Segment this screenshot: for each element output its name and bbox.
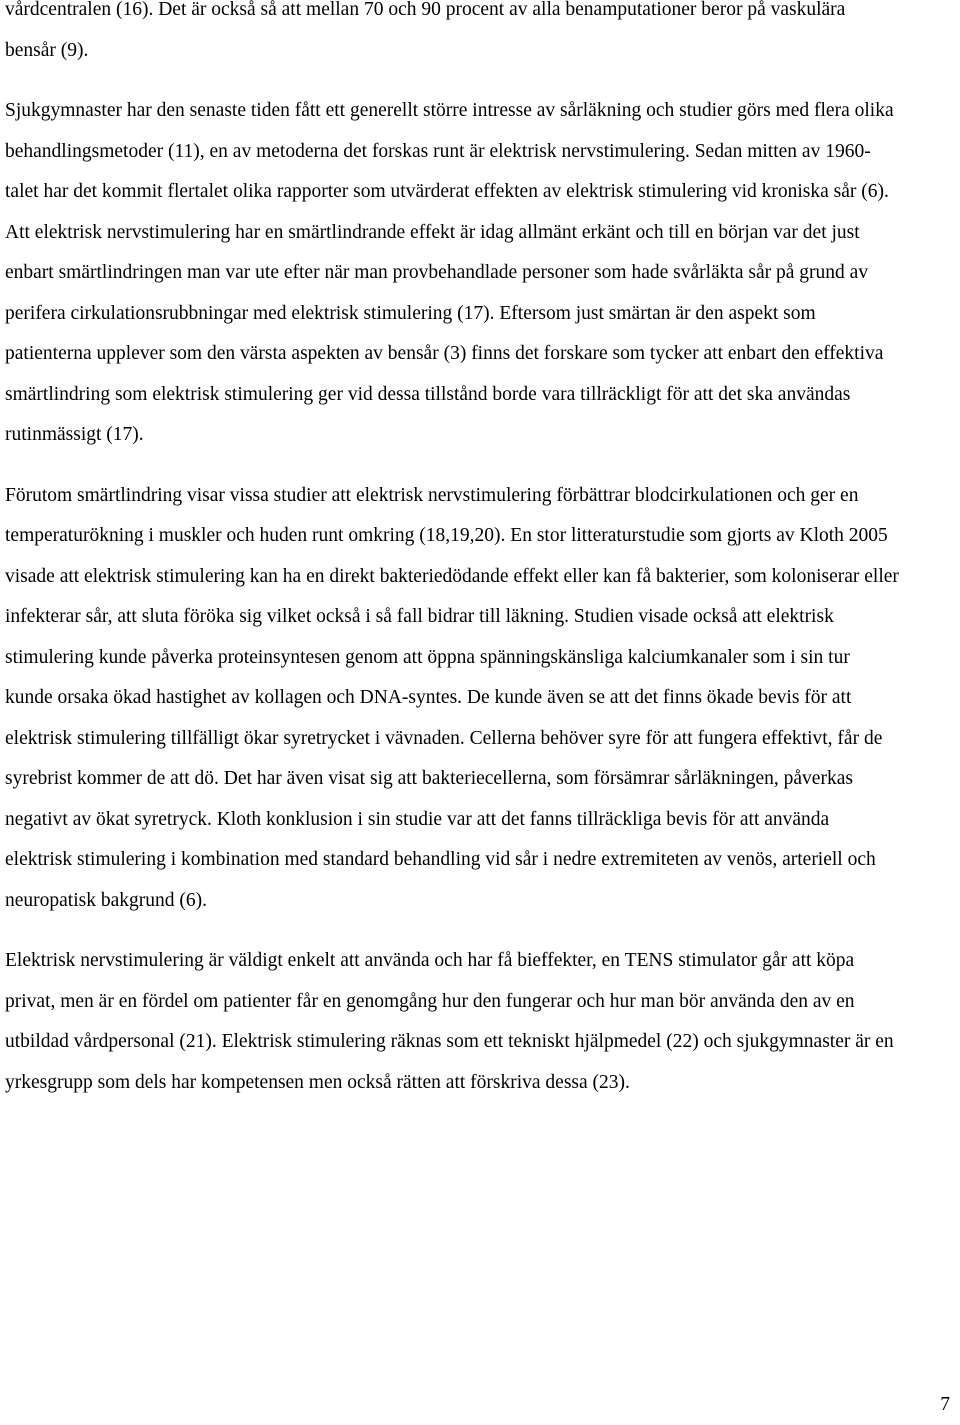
- paragraph-2: Sjukgymnaster har den senaste tiden fått ett generellt större intresse av sårläkning och studier görs med flera olika behandlingsmetoder (11), en av metoderna det forskas runt är elektrisk nervstimulering. Sedan mitten av 1960-talet har det kommit flertalet olika rapporter som utvärderat effekten av elektrisk stimulering vid kroniska sår (6). Att elektrisk nervstimulering har en smärtlindrande effekt är idag allmänt erkänt och till en början var det just enbart smärtlindringen man var ute efter när man provbehandlade personer som hade svårläkta sår på grund av perifera cirkulationsrubbningar med elektrisk stimulering (17). Eftersom just smärtan är den aspekt som patienterna upplever som den värsta aspekten av bensår (3) finns det forskare som tycker att enbart den effektiva smärtlindring som elektrisk stimulering ger vid dessa tillstånd borde vara tillräckligt för att det ska användas rutinmässigt (17).: [5, 100, 894, 445]
- document-body: [5, 0, 900, 1103]
- paragraph-1: vårdcentralen (16). Det är också så att mellan 70 och 90 procent av alla benamputationer beror på vaskulära bensår (9).: [5, 0, 846, 61]
- page-number: 7: [940, 1394, 950, 1415]
- paragraph-3: Förutom smärtlindring visar vissa studier att elektrisk nervstimulering förbättrar blodcirkulationen och ger en temperaturökning i muskler och huden runt omkring (18,19,20). En stor litteraturstudie som gjorts av Kloth 2005 visade att elektrisk stimulering kan ha en direkt bakteriedödande effekt eller kan få bakterier, som koloniserar eller infekterar sår, att sluta föröka sig vilket också i så fall bidrar till läkning. Studien visade också att elektrisk stimulering kunde påverka proteinsyntesen genom att öppna spänningskänsliga kalciumkanaler som i sin tur kunde orsaka ökad hastighet av kollagen och DNA-syntes. De kunde även se att det finns ökade bevis för att elektrisk stimulering tillfälligt ökar syretrycket i vävnaden. Cellerna behöver syre för att fungera effektivt, får de syrebrist kommer de att dö. Det har även visat sig att bakteriecellerna, som försämrar sårläkningen, påverkas negativt av ökat syretryck. Kloth konklusion i sin studie var att det fanns tillräckliga bevis för att använda elektrisk stimulering i kombination med standard behandling vid sår i nedre extremiteten av venös, arteriell och neuropatisk bakgrund (6).: [5, 484, 899, 911]
- paragraph-4: Elektrisk nervstimulering är väldigt enkelt att använda och har få bieffekter, en TENS stimulator går att köpa privat, men är en fördel om patienter får en genomgång hur den fungerar och hur man bör använda den av en utbildad vårdpersonal (21). Elektrisk stimulering räknas som ett tekniskt hjälpmedel (22) och sjukgymnaster är en yrkesgrupp som dels har kompetensen men också rätten att förskriva dessa (23).: [5, 950, 894, 1093]
